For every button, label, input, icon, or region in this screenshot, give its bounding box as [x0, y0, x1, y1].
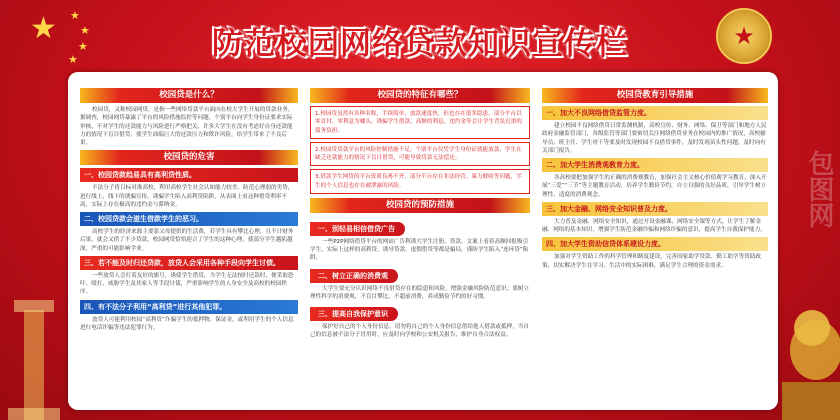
small-star-icon: ★ — [70, 9, 80, 22]
pillar-decoration — [2, 290, 66, 420]
section-heading-what-is: 校园贷是什么？ — [80, 88, 298, 103]
lion-statue-decoration — [772, 290, 840, 420]
column-features — [310, 88, 530, 340]
section-heading-prevention: 校园贷的预防措施 — [310, 198, 530, 213]
small-star-icon: ★ — [78, 40, 88, 53]
paragraph: 放贷人可能利用校园“高利贷”诈骗学生的抵押物、保证金，或利用学生的个人信息进行电话诈骗等违法犯罪行为。 — [80, 316, 294, 331]
paragraph: 高校学生的经济来源主要靠父母提供的生活费，若学生具有攀比心理，且不计财务后果，就会又借了不少贷款，校园网贷恰恰迎合了学生的这种心理，使部分学生越陷越深，严重的可能影响学业。 — [80, 229, 294, 252]
content-panel — [68, 72, 778, 410]
section-heading-features: 校园贷的特征有哪些？ — [310, 88, 530, 103]
paragraph: 一些放贷人会打着友好的旗号，诱使学生借贷，当学生无法按时还款时，便采取恐吓、殴打、威胁学生及其家人等手段讨债，严重影响学生的人身安全及高校的校园秩序。 — [80, 272, 294, 296]
harm-subheading-1: 一、校园贷款趋易具有高利贷性质。 — [80, 168, 298, 182]
section-heading-guidance: 校园贷教育引导措施 — [542, 88, 768, 103]
paragraph: 大力普及金融、网络安全知识，通过开设金融课、网络安全课等方式，让学生了解金融、网络的基本知识，增强学生防范金融诈骗和网络诈骗的意识，提高学生自我保护能力。 — [542, 218, 766, 234]
guidance-subheading-1: 一、加大不良网络借贷监管力度。 — [542, 106, 768, 120]
guidance-subheading-2: 二、加大学生消费观教育力度。 — [542, 158, 768, 172]
feature-box-2: 2.校园贷贷款平台的风险控制措施不足，个别平台仅凭学生身份证就能放款，学生在缺乏还款能力的情况下盲目借贷，可能导致贷款无法偿还。 — [310, 142, 530, 167]
paragraph: 各高校要把加强学生的正确的消费观教育，加强社会主义核心价值观学习教育，深入开展“三爱”“三节”等主题教育活动，培养学生勤俭节约，自立自强的良好品质，引导学生树立理性、适度的消费观念。 — [542, 175, 767, 198]
feature-box-1: 1.校园贷虽然有各种名称，手续简单、放款速度快，但也存在很多隐患，部分平台以零首付、零利息为噱头，诱骗学生借款，高额的利息、违约金等会让学生背负沉重的债务负担。 — [310, 106, 530, 139]
watermark: 包图网 — [804, 150, 834, 228]
section-heading-harms: 校园贷的危害 — [80, 150, 298, 165]
paragraph: 建立校园不良网络借贷日常监测机制，高校宣传、财务、网络、保卫等部门和地方人民政府金融监管部门，各级监管等部门要密切关注网络借贷业务在校园内的推广情况，高校辅导员、班主任、学生骨干等要及时发现校园不良借贷事件，及时发现苗头性问题，及时向有关部门报告。 — [542, 123, 767, 154]
small-star-icon: ★ — [68, 53, 78, 66]
paragraph: 不法分子将目标对准高校，利用高校学生社会认知能力较差、防范心理弱的劣势，进行线上、线下的诱骗宣传，诱骗学生陷入高利贷陷阱，从表面上看这种借贷利率不高，实际上存在极高的违约金与滞纳金。 — [80, 185, 294, 208]
paragraph: 加强对学生资助工作的科学管理和制度建设，完善国家助学贷款、勤工助学等资助政策，切实解决学生在学习、生活中的实际困难，满足学生合理的资金需求。 — [542, 254, 761, 269]
prevention-tag-2: 二、树立正确的消费观 — [310, 269, 398, 283]
prevention-tag-1: 一、别轻易相信借贷广告 — [310, 222, 405, 236]
paragraph: 大学生要充分认识网络不良借贷存在的隐患和风险，增强金融风险防范意识；要树立理性科学的消费观，不盲目攀比、不超前消费，养成勤俭节约的好习惯。 — [310, 285, 529, 300]
paragraph: 一些P2P网络借贷平台的网站广告利诱大学生注册、贷款，文案上看着高额回报吸引学生，实际上这样的高利贷、诱导贷款、虚假借贷等都是骗局，谨防学生陷入“连环贷”陷阱。 — [310, 238, 529, 262]
national-emblem-icon: ★ — [716, 8, 772, 64]
prevention-tag-3: 三、提高自我保护意识 — [310, 307, 398, 321]
guidance-subheading-4: 四、加大学生资助信贷体系建设力度。 — [542, 237, 768, 251]
paragraph: 校园贷，又称校园网贷，是指一些网络贷款平台面向在校大学生开展的贷款业务。据调查，校园网贷暴露了平台的风险措施监控等问题，个别平台向学生身份证要求实际审核，不对学生的还款能力与风险进行严格把关，许多大学生在没有考虑好自身还款能力的情况下盲目借贷，使学生面临巨大的还款压力和欺诈风险，给学生带来了不良后果。 — [80, 107, 294, 147]
big-star-icon: ★ — [30, 11, 57, 46]
paragraph: 保护好自己的个人身份信息，切勿将自己的个人身份信息借给他人借款或抵押，当自己的信息被不法分子冒用时，应及时向学校和公安机关报告，维护自身合法权益。 — [310, 324, 529, 339]
guidance-subheading-3: 三、加大金融、网络安全知识普及力度。 — [542, 202, 768, 216]
column-intro — [80, 88, 298, 332]
harm-subheading-4: 四、有不法分子利用“高利贷”进行其他犯罪。 — [80, 300, 298, 314]
harm-subheading-2: 二、校园贷款会滋生借款学生的恶习。 — [80, 212, 298, 226]
poster-title: 防范校园网络贷款知识宣传栏 — [212, 26, 628, 62]
harm-subheading-3: 三、若不能及时归还贷款，放贷人会采用各种手段向学生讨债。 — [80, 256, 298, 270]
column-guidance — [542, 88, 768, 270]
feature-box-3: 3.借款学生网贷的平台资质良莠不齐，部分平台存在非法经营、暴力催收等问题，学生的个人信息也存在被泄露的风险。 — [310, 169, 530, 194]
small-star-icon: ★ — [80, 24, 90, 37]
